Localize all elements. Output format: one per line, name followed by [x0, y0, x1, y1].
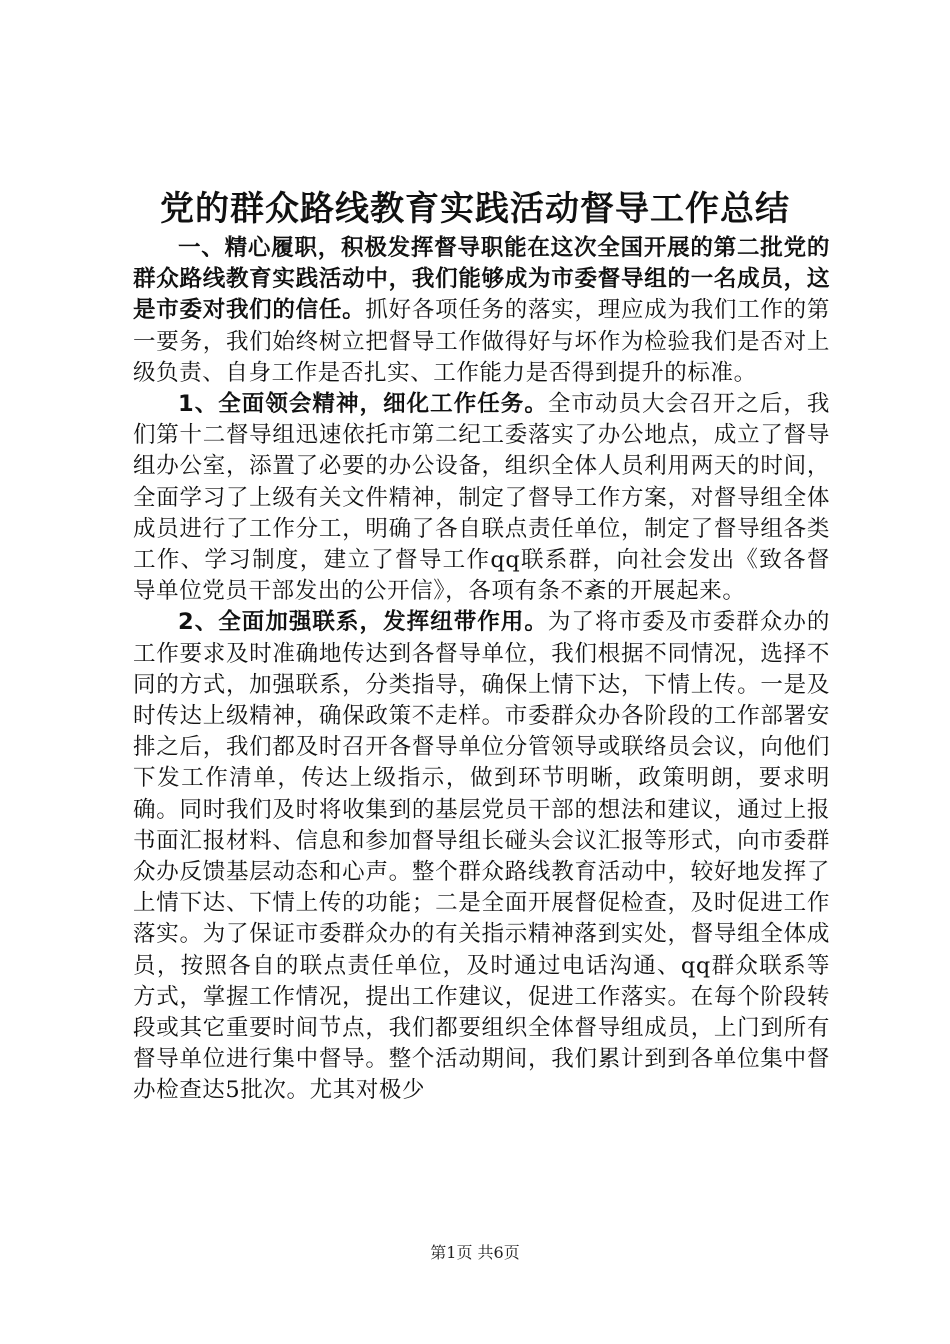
paragraph-1-text: 抓好各项任务的落实，理应成为我们工作的第一要务，我们始终树立把督导工作做得好与坏作为检验我们是否对上级负责、自身工作是否扎实、工作能力是否得到提升的标准。 [133, 297, 830, 386]
page-footer: 第1页 共6页 [430, 1243, 520, 1262]
paragraph-3-lead: 2、全面加强联系，发挥纽带作用。 [178, 609, 548, 636]
paragraph-1 [133, 233, 830, 389]
paragraph-3 [133, 607, 830, 1106]
document-title: 党的群众路线教育实践活动督导工作总结 [160, 189, 790, 229]
paragraph-2 [133, 389, 830, 607]
paragraph-2-text: 全市动员大会召开之后，我们第十二督导组迅速依托市第二纪工委落实了办公地点，成立了督导组办公室，添置了必要的办公设备，组织全体人员利用两天的时间，全面学习了上级有关文件精神，制定了督导工作方案，对督导组全体成员进行了工作分工，明确了各自联点责任单位，制定了督导组各类工作、学习制度，建立了督导工作qq联系群，向社会发出《致各督导单位党员干部发出的公开信》，各项有条不紊的开展起来。 [133, 391, 830, 605]
paragraph-2-lead: 1、全面领会精神，细化工作任务。 [178, 391, 548, 418]
paragraph-3-text: 为了将市委及市委群众办的工作要求及时准确地传达到各督导单位，我们根据不同情况，选择不同的方式，加强联系，分类指导，确保上情下达，下情上传。一是及时传达上级精神，确保政策不走样。市委群众办各阶段的工作部署安排之后，我们都及时召开各督导单位分管领导或联络员会议，向他们下发工作清单，传达上级指示，做到环节明晰，政策明朗，要求明确。同时我们及时将收集到的基层党员干部的想法和建议，通过上报书面汇报材料、信息和参加督导组长碰头会议汇报等形式，向市委群众办反馈基层动态和心声。整个群众路线教育活动中，较好地发挥了上情下达、下情上传的功能；二是全面开展督促检查，及时促进工作落实。为了保证市委群众办的有关指示精神落到实处，督导组全体成员，按照各自的联点责任单位，及时通过电话沟通、qq群众联系等方式，掌握工作情况，提出工作建议，促进工作落实。在每个阶段转段或其它重要时间节点，我们都要组织全体督导组成员，上门到所有督导单位进行集中督导。整个活动期间，我们累计到到各单位集中督办检查达5批次。尤其对极少 [133, 609, 830, 1104]
document-body [133, 233, 830, 1107]
paragraph-1-lead: 一、精心履职，积极发挥督导职能在这次全国开展的第二批党的群众路线教育实践活动中，我们能够成为市委督导组的一名成员，这是市委对我们的信任。 [133, 235, 830, 324]
